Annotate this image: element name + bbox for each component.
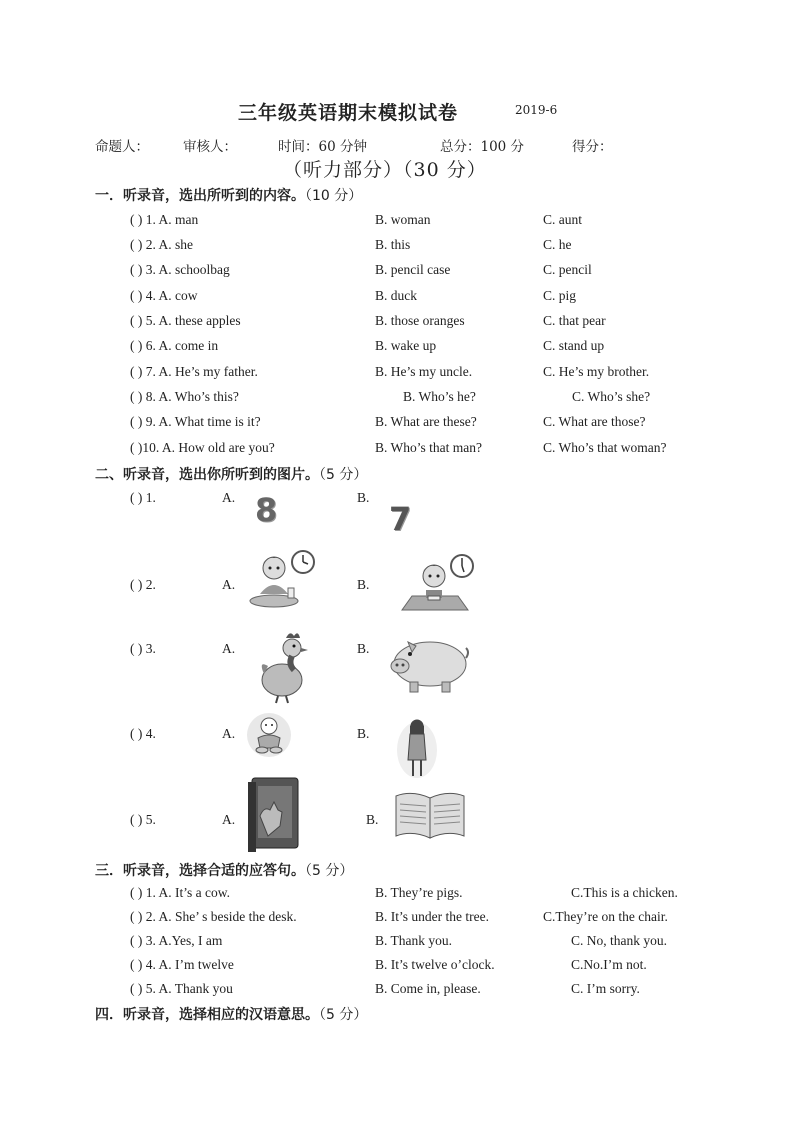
s3-q2[interactable]: ( ) 2. A. She’ s beside the desk. — [130, 909, 297, 924]
boy-eating-clock-picture[interactable] — [248, 546, 318, 612]
section3-points: （5 分） — [305, 863, 354, 879]
boy-at-desk-clock-picture[interactable] — [398, 550, 476, 614]
s2-q5-b: B. — [366, 812, 379, 827]
section4-heading — [95, 1004, 367, 1024]
s1-q7-c: C. He’s my brother. — [543, 364, 650, 379]
chicken-picture[interactable] — [258, 630, 310, 704]
s2-q5[interactable]: ( ) 5. — [130, 812, 156, 827]
s1-q6-b: B. wake up — [375, 338, 437, 353]
s1-q10[interactable]: ( )10. A. How old are you? — [130, 440, 275, 455]
s1-q9[interactable]: ( ) 9. A. What time is it? — [130, 414, 261, 429]
s1-q4-b: B. duck — [375, 288, 417, 303]
s1-q5-c: C. that pear — [543, 313, 606, 328]
s1-q10-b: B. Who’s that man? — [375, 440, 482, 455]
pig-picture[interactable] — [386, 634, 470, 696]
s1-q2-c: C. he — [543, 237, 572, 252]
open-book-picture[interactable] — [392, 788, 468, 842]
s3-q1[interactable]: ( ) 1. A. It’s a cow. — [130, 885, 230, 900]
s2-q2[interactable]: ( ) 2. — [130, 577, 156, 592]
s1-q6-c: C. stand up — [543, 338, 605, 353]
s1-q4[interactable]: ( ) 4. A. cow — [130, 288, 198, 303]
number-eight-picture[interactable]: 8 — [255, 491, 278, 529]
setter-label: 命题人： — [95, 139, 149, 155]
s1-q1[interactable]: ( ) 1. A. man — [130, 212, 199, 227]
s3-q5-b: B. Come in, please. — [375, 981, 481, 996]
section1-heading — [95, 185, 362, 205]
s2-q3-a: A. — [222, 641, 236, 656]
s1-q4-c: C. pig — [543, 288, 577, 303]
s1-q8-c: C. Who’s she? — [572, 389, 651, 404]
s3-q1-b: B. They’re pigs. — [375, 885, 463, 900]
s1-q5-b: B. those oranges — [375, 313, 465, 328]
s2-q1-b: B. — [357, 490, 370, 505]
s3-q5[interactable]: ( ) 5. A. Thank you — [130, 981, 233, 996]
s1-q8[interactable]: ( ) 8. A. Who’s this? — [130, 389, 239, 404]
section4-points: （5 分） — [319, 1007, 368, 1023]
s2-q5-a: A. — [222, 812, 236, 827]
s1-q7[interactable]: ( ) 7. A. He’s my father. — [130, 364, 258, 379]
s3-q1-c: C.This is a chicken. — [571, 885, 678, 900]
section3-heading-text: 三．听录音，选择合适的应答句。 — [95, 863, 305, 879]
s2-q2-a: A. — [222, 577, 236, 592]
total-label: 总分：100 分 — [440, 139, 525, 155]
reviewer-label: 审核人： — [183, 139, 237, 155]
s1-q2[interactable]: ( ) 2. A. she — [130, 237, 193, 252]
s3-q2-b: B. It’s under the tree. — [375, 909, 489, 924]
s2-q3[interactable]: ( ) 3. — [130, 641, 156, 656]
s1-q3[interactable]: ( ) 3. A. schoolbag — [130, 262, 230, 277]
baby-picture[interactable] — [246, 712, 292, 758]
section3-heading — [95, 860, 353, 880]
s1-q1-b: B. woman — [375, 212, 431, 227]
woman-picture[interactable] — [396, 716, 438, 780]
part-title: （听力部分）（30 分） — [283, 159, 487, 181]
s2-q4[interactable]: ( ) 4. — [130, 726, 156, 741]
s1-q7-b: B. He’s my uncle. — [375, 364, 473, 379]
s1-q2-b: B. this — [375, 237, 411, 252]
s1-q5[interactable]: ( ) 5. A. these apples — [130, 313, 241, 328]
section4-heading-text: 四．听录音，选择相应的汉语意思。 — [95, 1007, 319, 1023]
s2-q1-a: A. — [222, 490, 236, 505]
s1-q9-b: B. What are these? — [375, 414, 477, 429]
s2-q1[interactable]: ( ) 1. — [130, 490, 156, 505]
s1-q1-c: C. aunt — [543, 212, 582, 227]
s3-q2-c: C.They’re on the chair. — [543, 909, 668, 924]
number-seven-picture[interactable]: 7 — [389, 500, 412, 538]
section1-points: （10 分） — [305, 188, 363, 204]
score-label: 得分： — [572, 139, 613, 155]
s3-q4-c: C.No.I’m not. — [571, 957, 647, 972]
s1-q8-b: B. Who’s he? — [403, 389, 476, 404]
s3-q3-c: C. No, thank you. — [571, 933, 667, 948]
exam-title: 三年级英语期末模拟试卷 — [238, 102, 459, 124]
s1-q6[interactable]: ( ) 6. A. come in — [130, 338, 219, 353]
s2-q4-b: B. — [357, 726, 370, 741]
s1-q9-c: C. What are those? — [543, 414, 646, 429]
s1-q3-c: C. pencil — [543, 262, 592, 277]
section2-heading — [95, 464, 367, 484]
time-label: 时间：60 分钟 — [278, 139, 367, 155]
s1-q3-b: B. pencil case — [375, 262, 451, 277]
section2-points: （5 分） — [319, 467, 368, 483]
s3-q4-b: B. It’s twelve o’clock. — [375, 957, 495, 972]
s2-q2-b: B. — [357, 577, 370, 592]
section2-heading-text: 二、听录音，选出你所听到的图片。 — [95, 467, 319, 483]
s3-q3[interactable]: ( ) 3. A.Yes, I am — [130, 933, 223, 948]
s3-q4[interactable]: ( ) 4. A. I’m twelve — [130, 957, 234, 972]
s2-q3-b: B. — [357, 641, 370, 656]
s3-q3-b: B. Thank you. — [375, 933, 452, 948]
s1-q10-c: C. Who’s that woman? — [543, 440, 667, 455]
section1-heading-text: 一．听录音，选出所听到的内容。 — [95, 188, 305, 204]
exam-date: 2019-6 — [515, 103, 558, 117]
s2-q4-a: A. — [222, 726, 236, 741]
closed-book-picture[interactable] — [246, 776, 302, 854]
s3-q5-c: C. I’m sorry. — [571, 981, 640, 996]
